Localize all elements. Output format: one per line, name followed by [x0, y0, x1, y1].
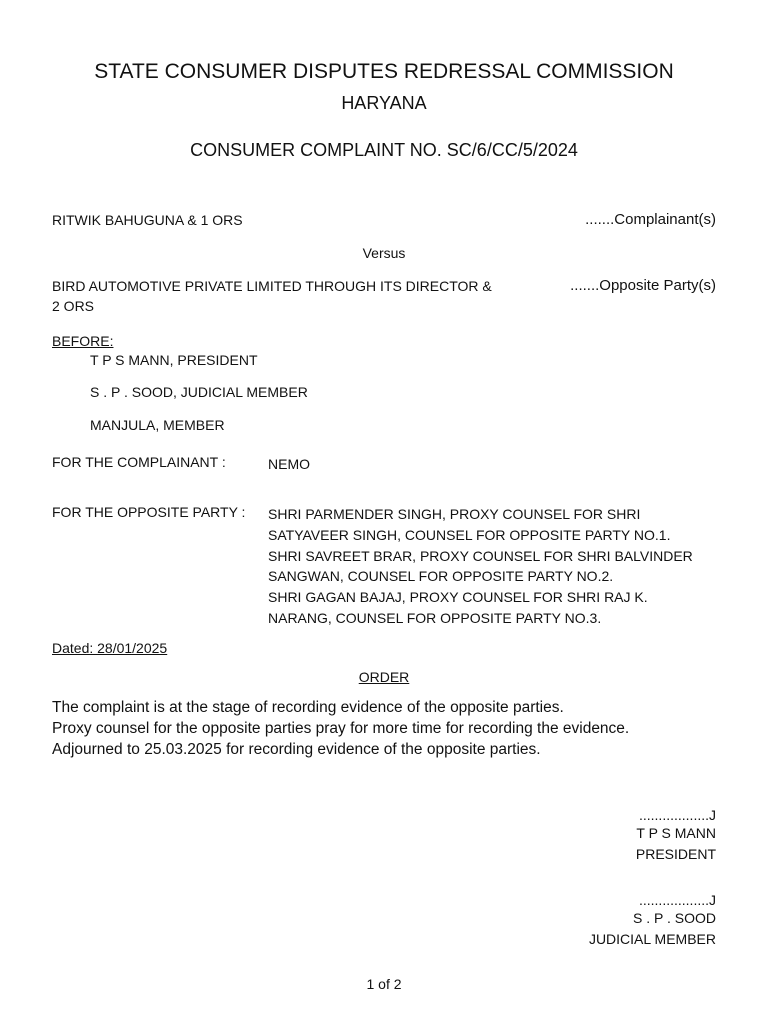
commission-title: STATE CONSUMER DISPUTES REDRESSAL COMMISSION	[94, 60, 674, 83]
bench-member: S . P . SOOD, JUDICIAL MEMBER	[90, 384, 308, 400]
opposite-counsel-line: SHRI GAGAN BAJAJ, PROXY COUNSEL FOR SHRI RAJ K.	[268, 589, 648, 606]
before-label: BEFORE:	[52, 333, 114, 349]
complainant-role: .......Complainant(s)	[585, 211, 716, 228]
signatory-name: S . P . SOOD	[633, 910, 716, 926]
signatory-title: JUDICIAL MEMBER	[588, 931, 716, 947]
order-line: The complaint is at the stage of recording evidence of the opposite parties.	[52, 699, 564, 716]
state-name: HARYANA	[341, 93, 427, 113]
bench-member: T P S MANN, PRESIDENT	[90, 352, 258, 368]
complainant-name: RITWIK BAHUGUNA & 1 ORS	[52, 212, 243, 228]
opposite-counsel-line: SATYAVEER SINGH, COUNSEL FOR OPPOSITE PARTY NO.1.	[268, 526, 671, 543]
order-line: Adjourned to 25.03.2025 for recording evidence of the opposite parties.	[52, 741, 541, 758]
signature-dots: ..................J	[638, 807, 716, 823]
complaint-number: CONSUMER COMPLAINT NO. SC/6/CC/5/2024	[190, 140, 578, 160]
opposite-party-role: .......Opposite Party(s)	[570, 277, 716, 294]
versus-label: Versus	[362, 245, 406, 261]
signatory-title: PRESIDENT	[635, 846, 716, 862]
opposite-counsel-line: SHRI PARMENDER SINGH, PROXY COUNSEL FOR SHRI	[268, 506, 641, 522]
complainant-counsel-label: FOR THE COMPLAINANT :	[52, 454, 226, 470]
order-line: Proxy counsel for the opposite parties pray for more time for recording the evidence.	[52, 720, 630, 737]
opposite-counsel-label: FOR THE OPPOSITE PARTY :	[52, 504, 246, 520]
signatory-name: T P S MANN	[636, 825, 716, 841]
bench-member: MANJULA, MEMBER	[90, 417, 225, 433]
signature-dots: ..................J	[638, 892, 716, 908]
opposite-party-name-line1: BIRD AUTOMOTIVE PRIVATE LIMITED THROUGH ITS DIRECTOR &	[52, 278, 492, 294]
opposite-party-name-line2: 2 ORS	[52, 298, 95, 314]
order-heading: ORDER	[358, 669, 410, 685]
complainant-counsel-value: NEMO	[268, 456, 310, 472]
order-body	[52, 697, 732, 760]
page-number: 1 of 2	[366, 976, 402, 992]
opposite-counsel-line: SANGWAN, COUNSEL FOR OPPOSITE PARTY NO.2.	[268, 568, 614, 585]
opposite-counsel-list	[268, 504, 728, 629]
opposite-counsel-line: NARANG, COUNSEL FOR OPPOSITE PARTY NO.3.	[268, 609, 602, 626]
order-date: Dated: 28/01/2025	[52, 640, 168, 656]
opposite-counsel-line: SHRI SAVREET BRAR, PROXY COUNSEL FOR SHRI BALVINDER	[268, 547, 693, 564]
